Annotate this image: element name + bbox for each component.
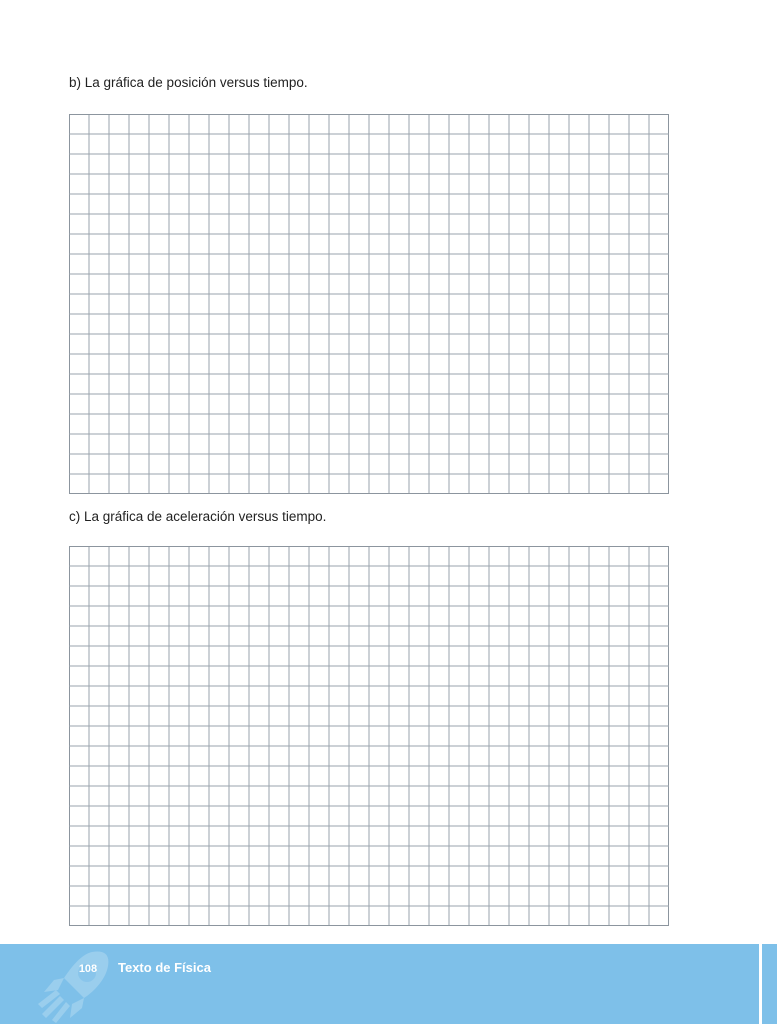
page-number: 108 bbox=[78, 963, 98, 975]
graph-grid-acceleration-time[interactable] bbox=[69, 546, 669, 926]
graph-grid-position-time[interactable] bbox=[69, 114, 669, 494]
book-title: Texto de Física bbox=[118, 960, 211, 975]
question-c-label: c) La gráfica de aceleración versus tiempo. bbox=[69, 509, 327, 524]
rocket-icon bbox=[34, 946, 114, 1024]
question-b-label: b) La gráfica de posición versus tiempo. bbox=[69, 75, 308, 90]
footer-edge-strip bbox=[762, 944, 777, 1024]
